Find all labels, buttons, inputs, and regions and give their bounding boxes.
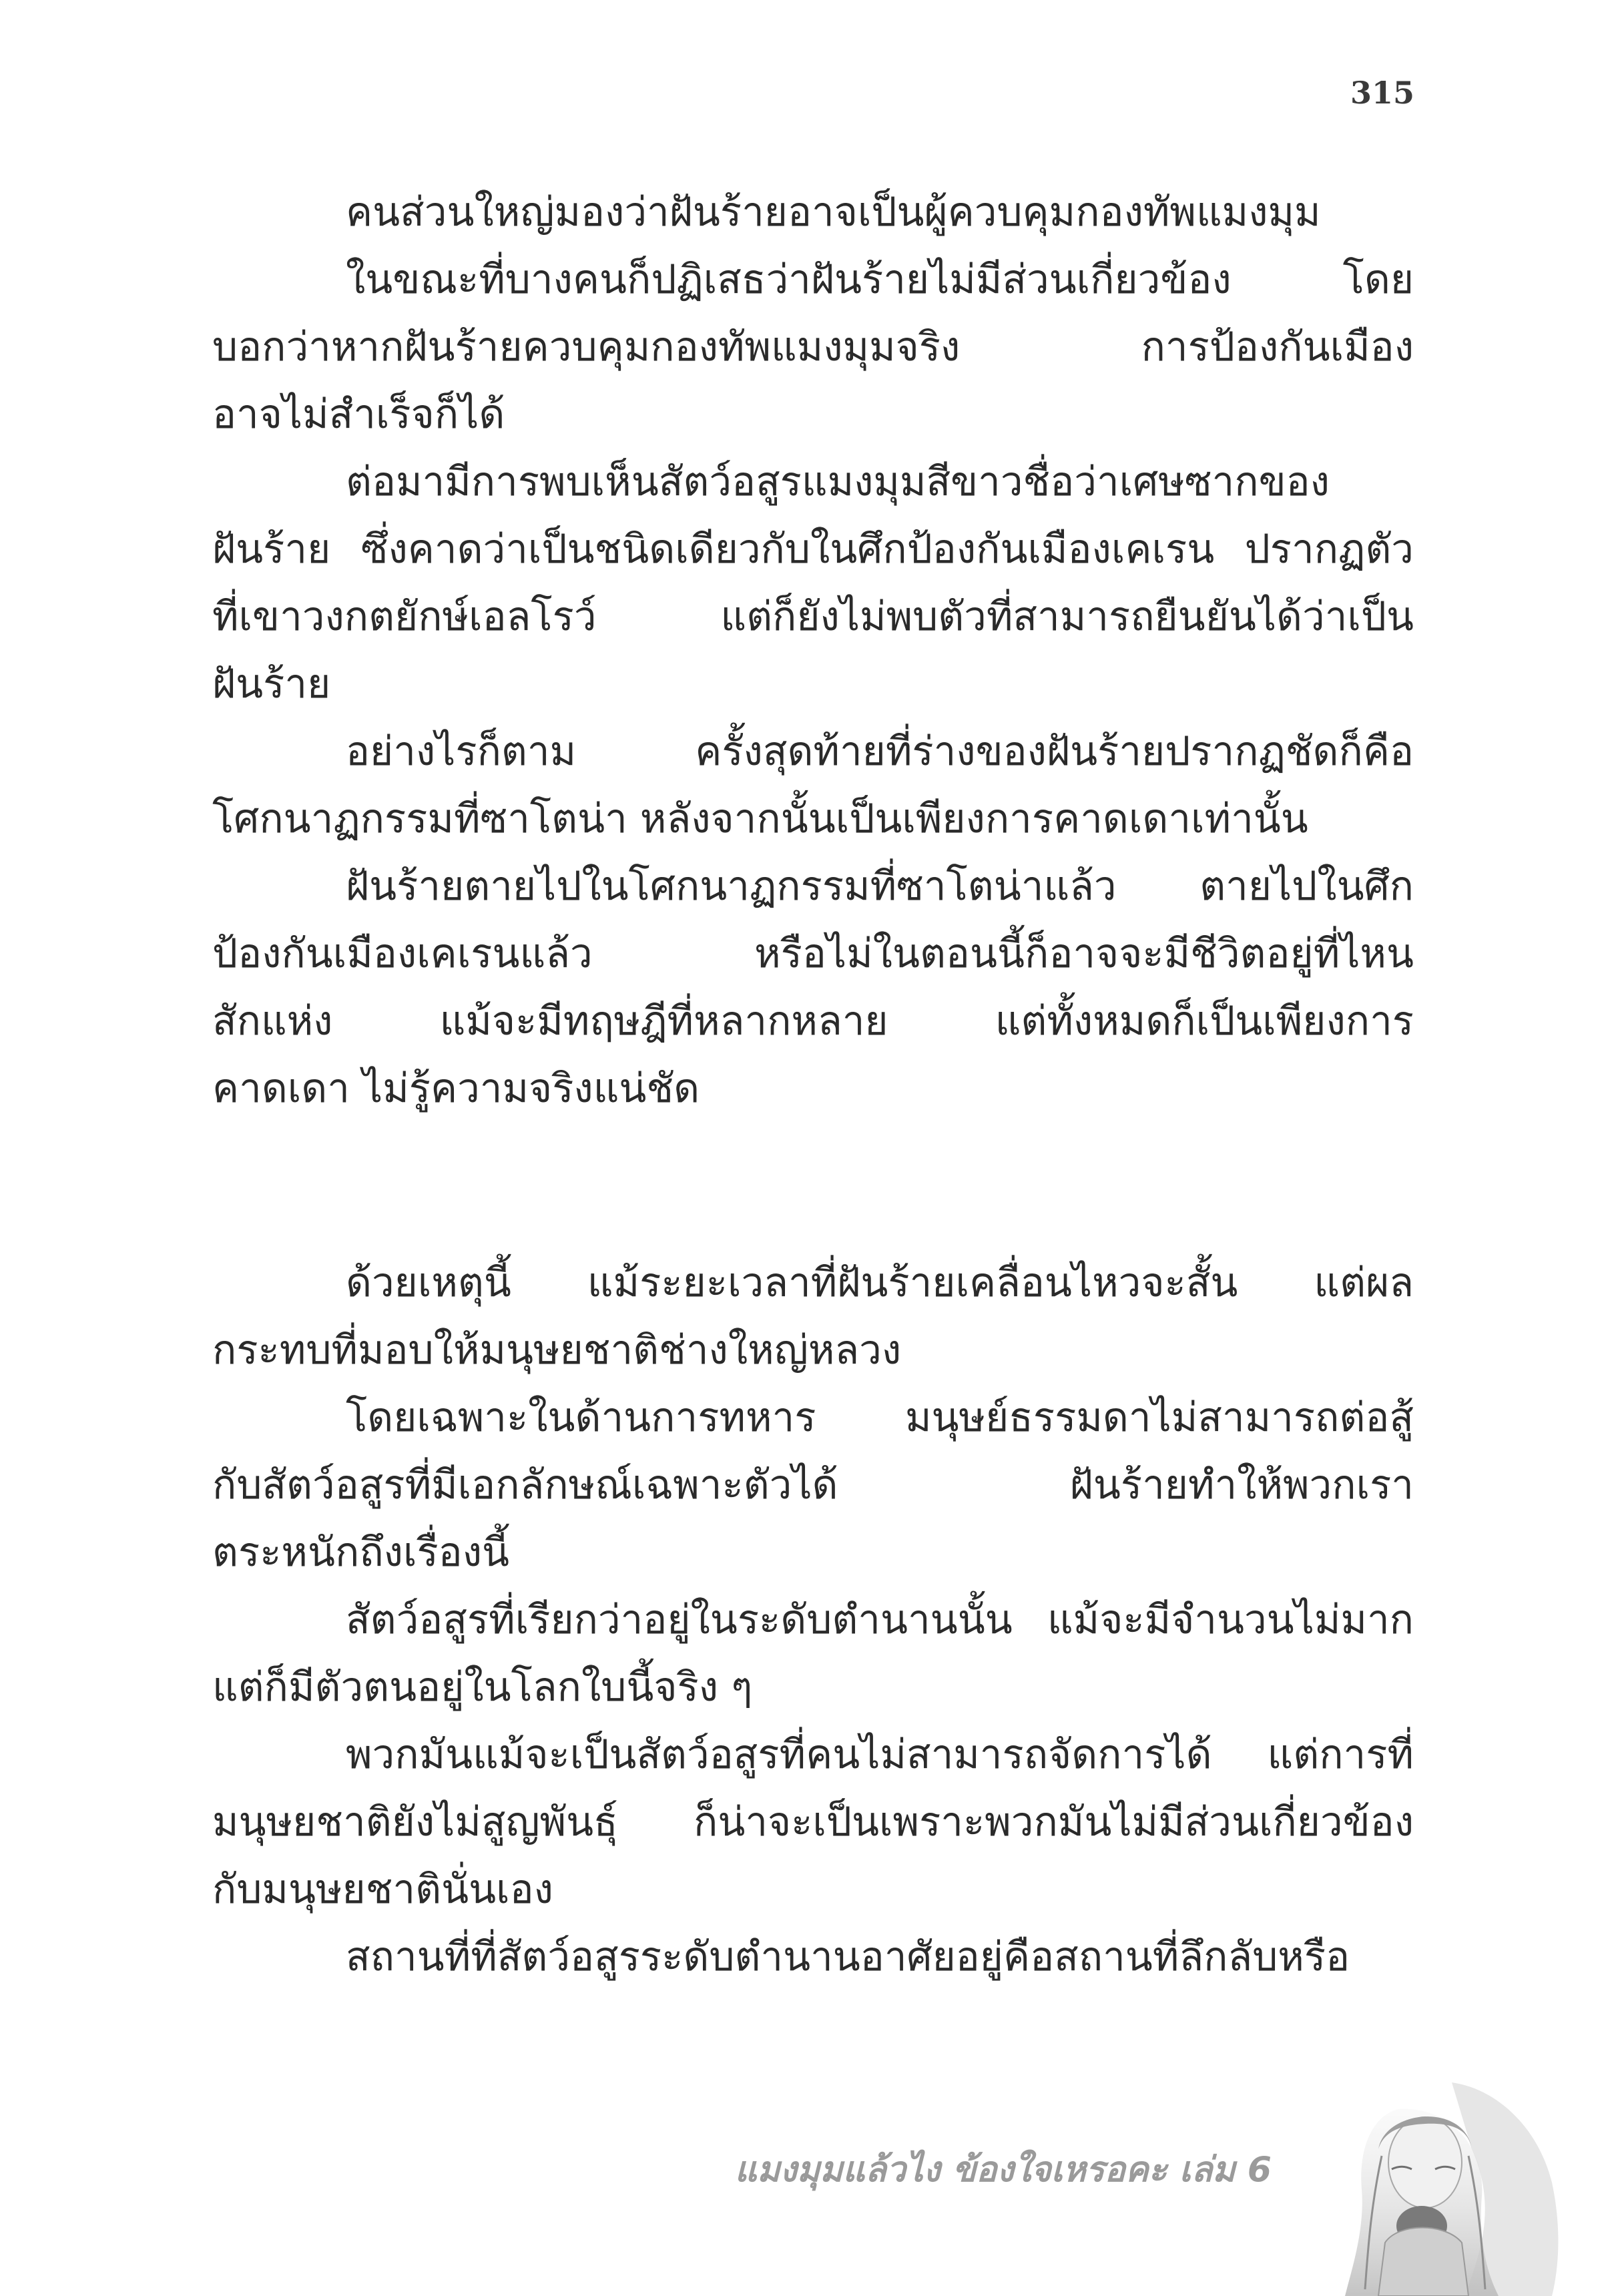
text-line: คาดเดา ไม่รู้ความจริงแน่ชัด bbox=[212, 1065, 700, 1112]
text-line: อย่างไรก็ตาม ครั้งสุดท้ายที่ร่างของฝันร้ายปรากฏชัดก็คือ bbox=[346, 728, 1414, 775]
text-line: คนส่วนใหญ่มองว่าฝันร้ายอาจเป็นผู้ควบคุมกองทัพแมงมุม bbox=[346, 189, 1321, 236]
text-line: ฝันร้ายตายไปในโศกนาฏกรรมที่ซาโตน่าแล้ว ตายไปในศึก bbox=[346, 863, 1414, 910]
section-break bbox=[212, 1123, 1414, 1249]
text-line: พวกมันแม้จะเป็นสัตว์อสูรที่คนไม่สามารถจัดการได้ แต่การที่ bbox=[346, 1731, 1414, 1778]
text-line: กระทบที่มอบให้มนุษยชาติช่างใหญ่หลวง bbox=[212, 1327, 902, 1374]
text-line: ในขณะที่บางคนก็ปฏิเสธว่าฝันร้ายไม่มีส่วนเกี่ยวข้อง โดย bbox=[346, 256, 1414, 303]
text-line: ป้องกันเมืองเคเรนแล้ว หรือไม่ในตอนนี้ก็อาจจะมีชีวิตอยู่ที่ไหน bbox=[212, 930, 1414, 977]
text-line: อาจไม่สำเร็จก็ได้ bbox=[212, 391, 505, 438]
text-line: ฝันร้าย bbox=[212, 661, 331, 707]
text-line: บอกว่าหากฝันร้ายควบคุมกองทัพแมงมุมจริง การป้องกันเมือง bbox=[212, 324, 1414, 370]
text-line: สักแห่ง แม้จะมีทฤษฎีที่หลากหลาย แต่ทั้งหมดก็เป็นเพียงการ bbox=[212, 998, 1414, 1045]
page-number: 315 bbox=[1350, 75, 1414, 111]
text-line: สถานที่ที่สัตว์อสูรระดับตำนานอาศัยอยู่คือสถานที่ลึกลับหรือ bbox=[346, 1934, 1350, 1980]
text-line: ที่เขาวงกตยักษ์เอลโรว์ แต่ก็ยังไม่พบตัวที่สามารถยืนยันได้ว่าเป็น bbox=[212, 593, 1414, 640]
text-line: ด้วยเหตุนี้ แม้ระยะเวลาที่ฝันร้ายเคลื่อนไหวจะสั้น แต่ผล bbox=[346, 1259, 1414, 1306]
text-line: ต่อมามีการพบเห็นสัตว์อสูรแมงมุมสีขาวชื่อว่าเศษซากของ bbox=[346, 459, 1330, 505]
text-line: กับมนุษยชาตินั่นเอง bbox=[212, 1866, 553, 1913]
text-line: มนุษยชาติยังไม่สูญพันธุ์ ก็น่าจะเป็นเพราะพวกมันไม่มีส่วนเกี่ยวข้อง bbox=[212, 1799, 1414, 1845]
text-line: แต่ก็มีตัวตนอยู่ในโลกใบนี้จริง ๆ bbox=[212, 1664, 753, 1711]
text-line: ตระหนักถึงเรื่องนี้ bbox=[212, 1529, 510, 1576]
text-line: กับสัตว์อสูรที่มีเอกลักษณ์เฉพาะตัวได้ ฝันร้ายทำให้พวกเรา bbox=[212, 1462, 1414, 1508]
text-line: ฝันร้าย ซึ่งคาดว่าเป็นชนิดเดียวกับในศึกป้องกันเมืองเคเรน ปรากฏตัว bbox=[212, 526, 1414, 573]
text-line: สัตว์อสูรที่เรียกว่าอยู่ในระดับตำนานนั้น แม้จะมีจำนวนไม่มาก bbox=[346, 1597, 1414, 1643]
text-line: โศกนาฏกรรมที่ซาโตน่า หลังจากนั้นเป็นเพียงการคาดเดาเท่านั้น bbox=[212, 796, 1308, 842]
text-line: โดยเฉพาะในด้านการทหาร มนุษย์ธรรมดาไม่สามารถต่อสู้ bbox=[346, 1394, 1414, 1441]
body-text bbox=[212, 179, 1414, 1991]
footer-book-title: แมงมุมแล้วไง ข้องใจเหรอคะ เล่ม 6 bbox=[734, 2150, 1272, 2190]
character-illustration bbox=[1298, 2069, 1565, 2296]
